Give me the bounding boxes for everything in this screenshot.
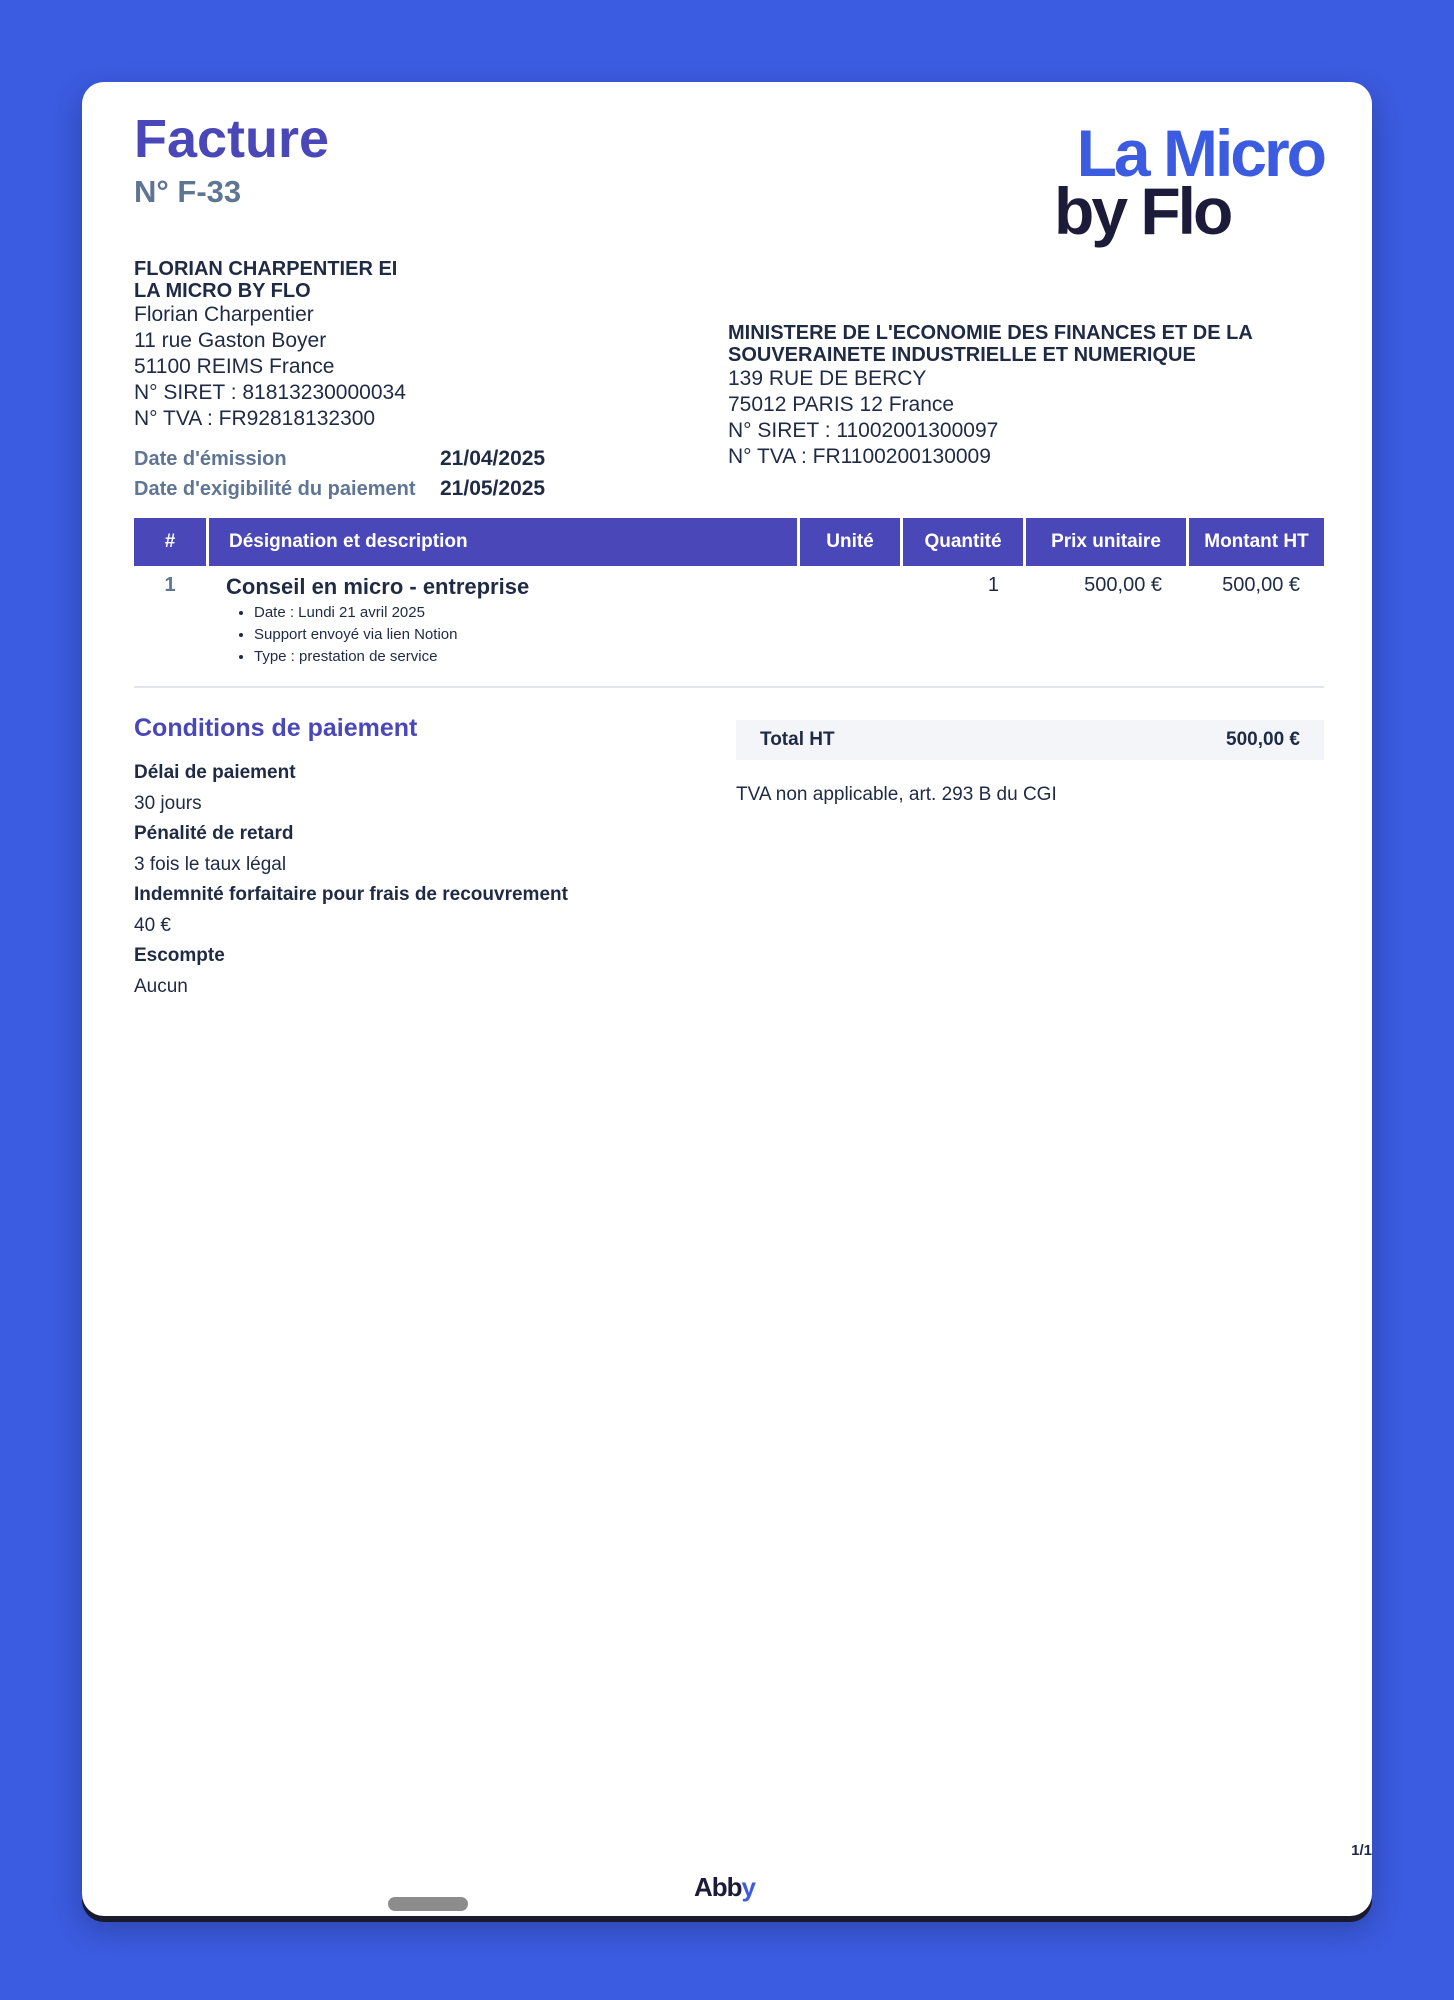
seller-contact: Florian Charpentier <box>134 303 314 326</box>
due-date-value: 21/05/2025 <box>440 477 546 500</box>
due-date-label: Date d'exigibilité du paiement <box>134 477 416 500</box>
row-amount: 500,00 € <box>1222 574 1300 596</box>
fee-value: 40 € <box>134 915 171 936</box>
scroll-handle[interactable] <box>388 1897 468 1911</box>
delay-value: 30 jours <box>134 793 202 814</box>
invoice-title: Facture <box>134 109 330 169</box>
buyer-tva: N° TVA : FR1100200130009 <box>728 445 991 468</box>
total-ht-value: 500,00 € <box>1226 729 1300 750</box>
row-quantity: 1 <box>987 574 999 596</box>
delay-label: Délai de paiement <box>134 762 296 783</box>
buyer-siret: N° SIRET : 11002001300097 <box>728 419 999 442</box>
seller-street: 11 rue Gaston Boyer <box>134 329 327 352</box>
seller-name: FLORIAN CHARPENTIER EI <box>134 258 398 280</box>
header-unit: Unité <box>797 518 900 566</box>
invoice-page <box>82 82 1372 1916</box>
buyer-name-line-1: MINISTERE DE L'ECONOMIE DES FINANCES ET DE LA <box>728 322 1253 344</box>
row-title: Conseil en micro - entreprise <box>226 574 530 599</box>
penalty-value: 3 fois le taux légal <box>134 854 287 875</box>
header-amount: Montant HT <box>1186 518 1324 566</box>
penalty-label: Pénalité de retard <box>134 823 294 844</box>
row-unit-price: 500,00 € <box>1084 574 1162 596</box>
abby-logo <box>694 1872 755 1903</box>
logo-line-1: La Micro <box>1076 116 1324 190</box>
dates-block <box>134 444 545 504</box>
seller-city: 51100 REIMS France <box>134 355 335 378</box>
fee-label: Indemnité forfaitaire pour frais de recouvrement <box>134 884 568 905</box>
page-number: 1/1 <box>1351 1842 1372 1859</box>
divider <box>134 686 1324 688</box>
seller-tva: N° TVA : FR92818132300 <box>134 407 376 430</box>
buyer-name-line-2: SOUVERAINETE INDUSTRIELLE ET NUMERIQUE <box>728 344 1196 366</box>
conditions-title: Conditions de paiement <box>134 714 418 742</box>
logo-line-2: by Flo <box>1054 174 1231 248</box>
issue-date-label: Date d'émission <box>134 447 287 470</box>
header-unit-price: Prix unitaire <box>1023 518 1186 566</box>
discount-label: Escompte <box>134 945 225 966</box>
issue-date-row <box>134 444 545 474</box>
total-ht-label: Total HT <box>760 729 835 750</box>
abby-logo-main: Abb <box>694 1872 742 1902</box>
row-detail: • Date : Lundi 21 avril 2025 <box>254 602 796 624</box>
tva-note: TVA non applicable, art. 293 B du CGI <box>736 784 1057 805</box>
header-quantity: Quantité <box>900 518 1023 566</box>
row-details-list <box>226 602 796 668</box>
abby-logo-accent: y <box>741 1872 756 1902</box>
table-header-row <box>134 518 1324 566</box>
items-table <box>134 518 1324 681</box>
discount-value: Aucun <box>134 976 188 997</box>
header-num: # <box>134 518 206 566</box>
due-date-row <box>134 474 545 504</box>
buyer-block <box>728 322 1253 470</box>
row-unit <box>797 566 900 681</box>
table-row <box>134 566 1324 681</box>
row-description <box>206 566 797 681</box>
company-logo <box>1054 116 1324 248</box>
conditions-list <box>134 758 568 1002</box>
invoice-number: N° F-33 <box>134 174 242 209</box>
header-description: Désignation et description <box>206 518 797 566</box>
buyer-city: 75012 PARIS 12 France <box>728 393 955 416</box>
row-detail: • Type : prestation de service <box>254 646 796 668</box>
total-ht-row <box>736 720 1324 760</box>
row-detail: • Support envoyé via lien Notion <box>254 624 796 646</box>
row-num: 1 <box>164 574 176 596</box>
seller-trade-name: LA MICRO BY FLO <box>134 280 311 302</box>
issue-date-value: 21/04/2025 <box>440 447 546 470</box>
seller-siret: N° SIRET : 81813230000034 <box>134 381 406 404</box>
buyer-street: 139 RUE DE BERCY <box>728 367 927 390</box>
seller-block <box>134 258 406 432</box>
